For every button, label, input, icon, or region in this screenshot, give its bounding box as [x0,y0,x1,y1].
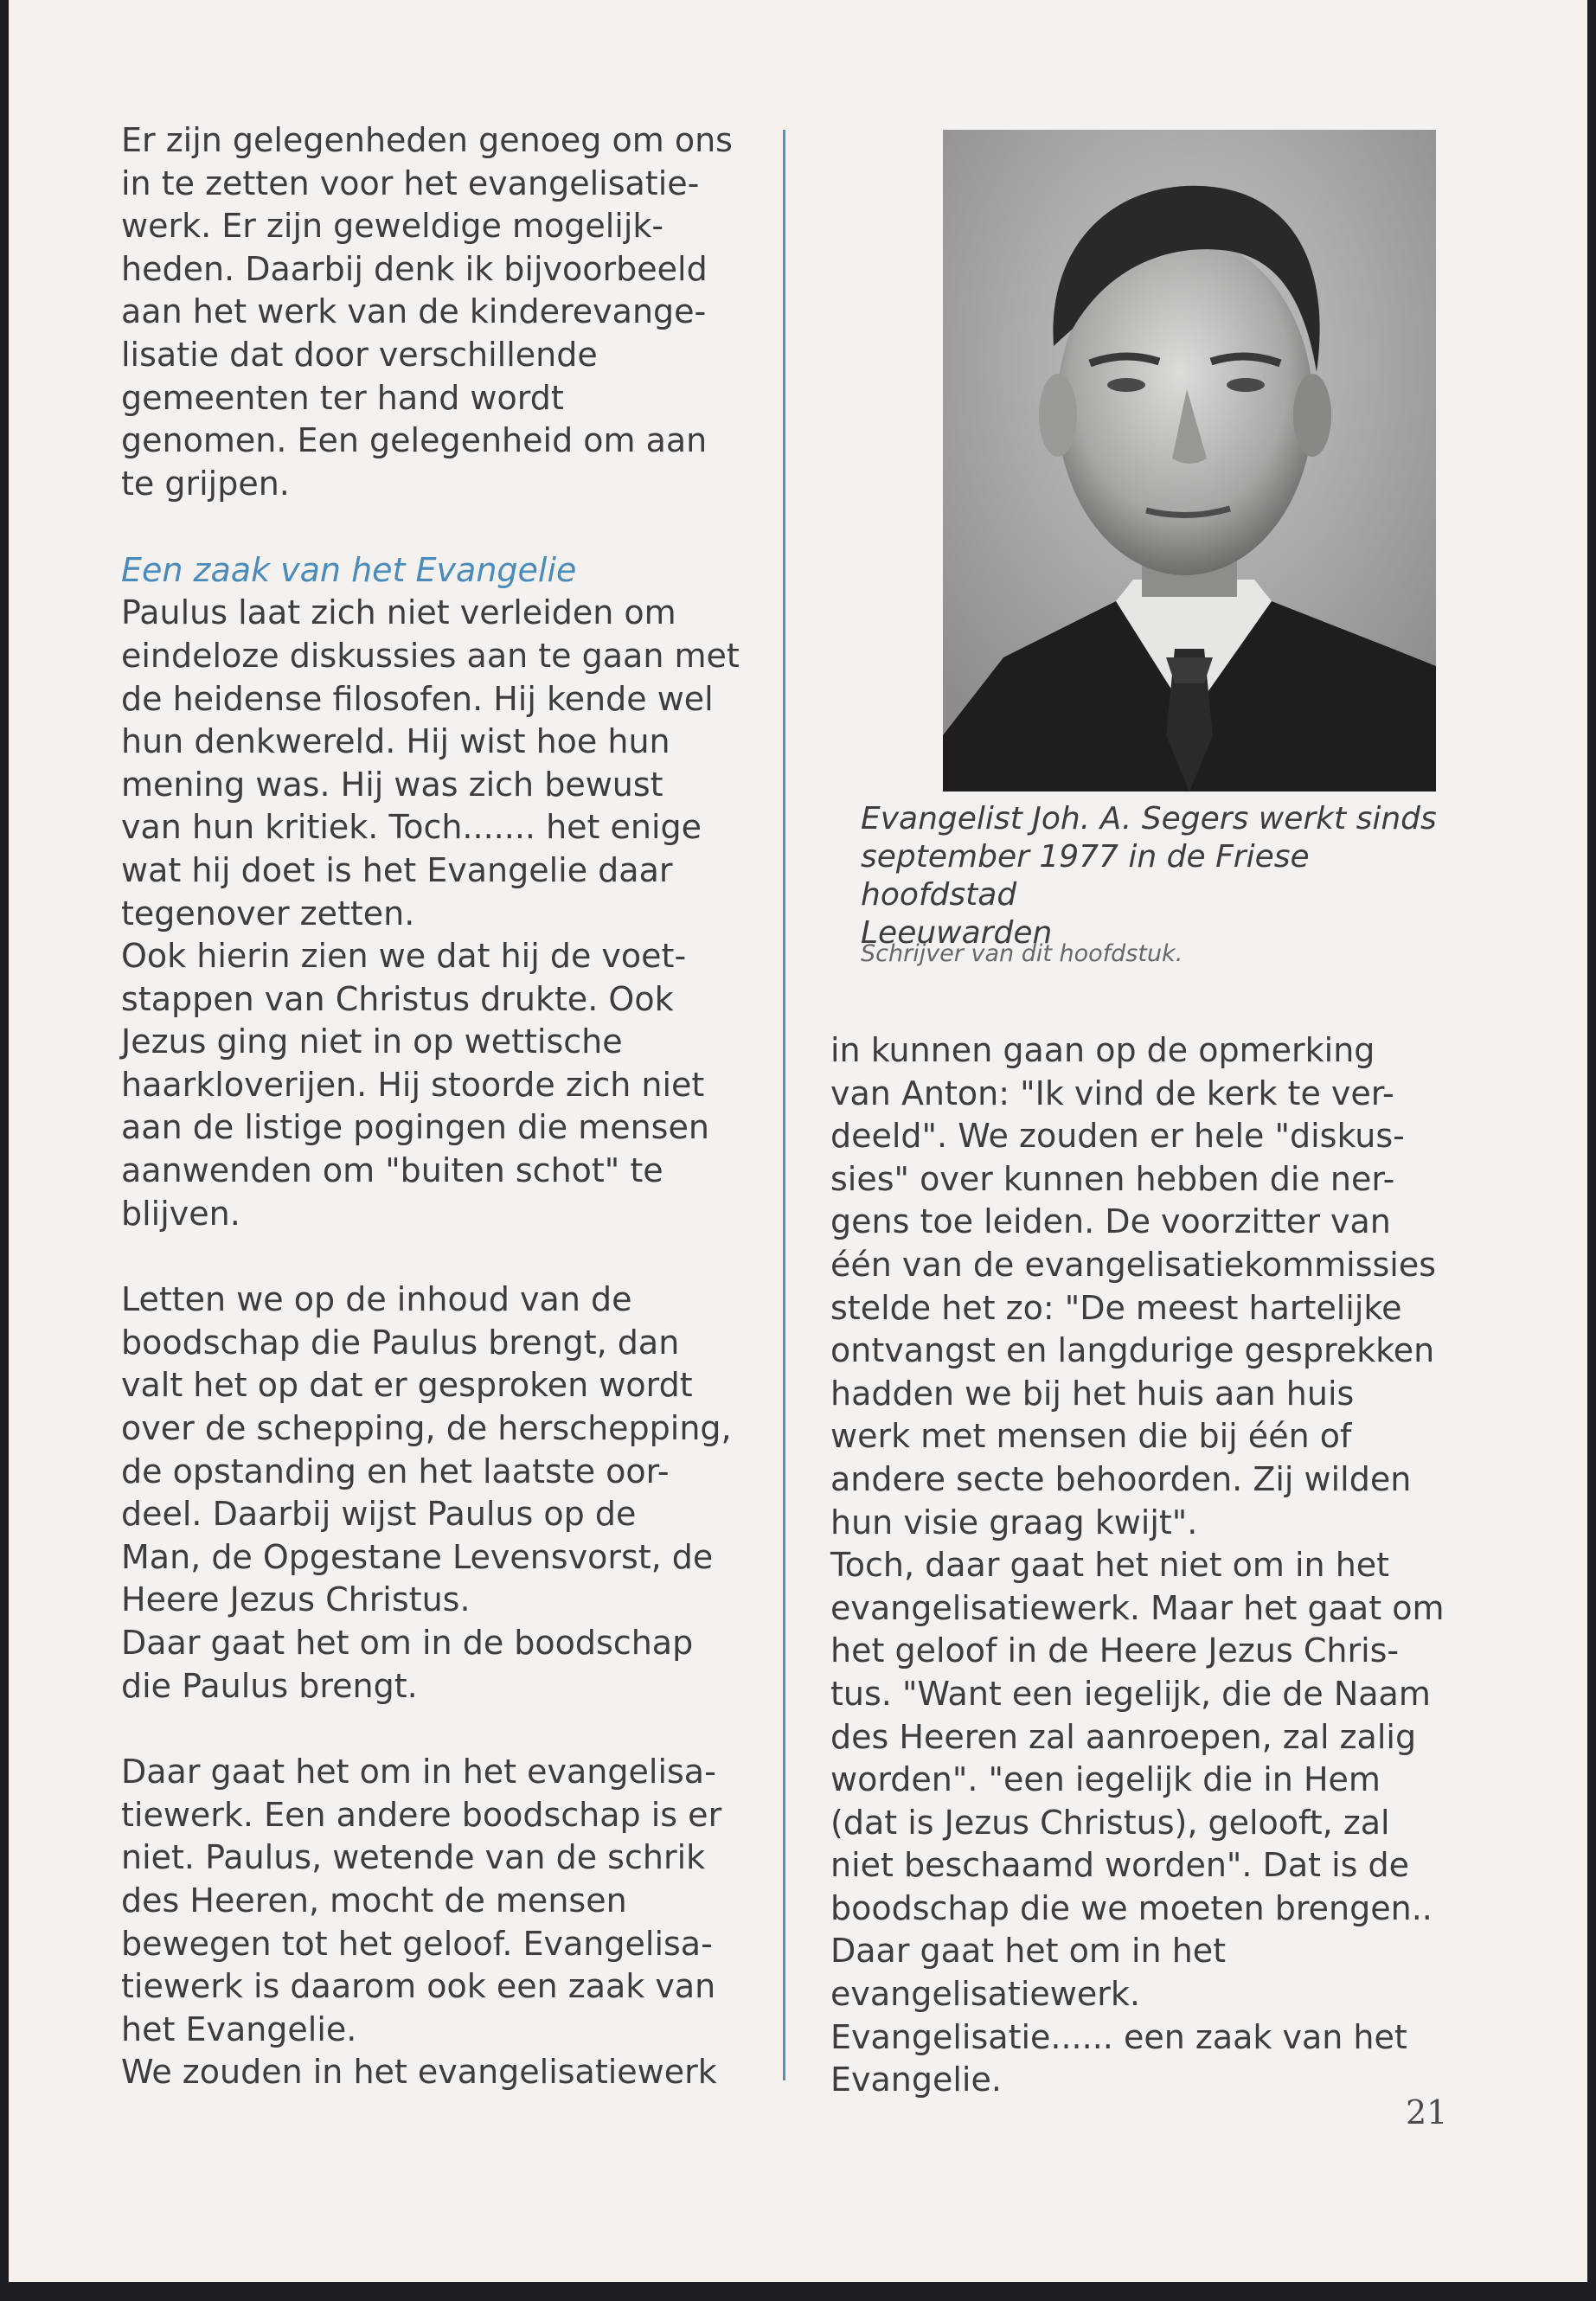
left-column [121,119,753,2094]
left-paragraph-2: Paulus laat zich niet verleiden om eindeloze diskussies aan te gaan met de heidense filosofen. Hij kende wel hun denkwereld. Hij wist hoe hun mening was. Hij was zich bewust van hun kritiek. Toch....... het enige wat hij doet is het Evangelie daar tegenover zetten. [121,593,740,933]
left-paragraph-6: Daar gaat het om in het evangelisa- tiewerk. Een andere boodschap is er niet. Paulus, wetende van de schrik des Heeren, mocht de mensen bewegen tot het geloof. Evangelisa- tiewerk is daarom ook een zaak van het Evangelie. [121,1753,722,2048]
left-paragraph-5: Daar gaat het om in de boodschap die Paulus brengt. [121,1624,694,1705]
column-divider [783,130,785,2080]
right-paragraph-4: Evangelisatie...... een zaak van het Evangelie. [830,2017,1407,2099]
right-paragraph-1: in kunnen gaan op de opmerking van Anton: "Ik vind de kerk te ver- deeld". We zouden er hele "diskus- sies" over kunnen hebben die ner- gens toe leiden. De voorzitter van één van de evangelisatiekommissies stelde het zo: "De meest hartelijke ontvangst en langdurige gesprekken hadden we bij het huis aan huis werk met mensen die bij één of andere secte behoorden. Zij wilden hun visie graag kwijt". [830,1031,1437,1541]
section-heading: Een zaak van het Evangelie [121,551,577,590]
page-number: 21 [1406,2093,1448,2131]
book-page [9,0,1587,2282]
paragraph-gap [121,1235,753,1279]
paragraph-gap [121,1708,753,1751]
right-paragraph-2: Toch, daar gaat het niet om in het evangelisatiewerk. Maar het gaat om het geloof in de Heere Jezus Chris- tus. "Want een iegelijk, die de Naam des Heeren zal aanroepen, zal zalig worden". "een iegelijk die in Hem (dat is Jezus Christus), gelooft, zal niet beschaamd worden". Dat is de boodschap die we moeten brengen.. [830,1546,1445,1927]
right-column [830,1029,1471,2102]
photo-caption: Evangelist Joh. A. Segers werkt sinds september 1977 in de Friese hoofdstad Leeuwarden [861,801,1437,951]
left-paragraph-3: Ook hierin zien we dat hij de voet- stappen van Christus drukte. Ook Jezus ging niet in op wettische haarkloverijen. Hij stoorde zich niet aan de listige pogingen die mensen aanwenden om "buiten schot" te blijven. [121,937,709,1233]
left-paragraph-7: We zouden in het evangelisatiewerk [121,2053,717,2092]
left-paragraph-4: Letten we op de inhoud van de boodschap die Paulus brengt, dan valt het op dat er gesproken wordt over de schepping, de herschepping, de opstanding en het laatste oor- deel. Daarbij wijst Paulus op de Man, de Opgestane Levensvorst, de Heere Jezus Christus. [121,1280,732,1619]
photo-credit: Schrijver van dit hoofdstuk. [861,940,1183,967]
left-paragraph-1: Er zijn gelegenheden genoeg om ons in te zetten voor het evangelisatie- werk. Er zijn geweldige mogelijk- heden. Daarbij denk ik bijvoorbeeld aan het werk van de kinderevange- lisatie dat door verschillende gemeenten ter hand wordt genomen. Een gelegenheid om aan te grijpen. [121,121,733,503]
portrait-illustration [943,130,1436,792]
author-portrait-photo [943,130,1436,792]
right-paragraph-3: Daar gaat het om in het evangelisatiewerk. [830,1932,1227,2014]
